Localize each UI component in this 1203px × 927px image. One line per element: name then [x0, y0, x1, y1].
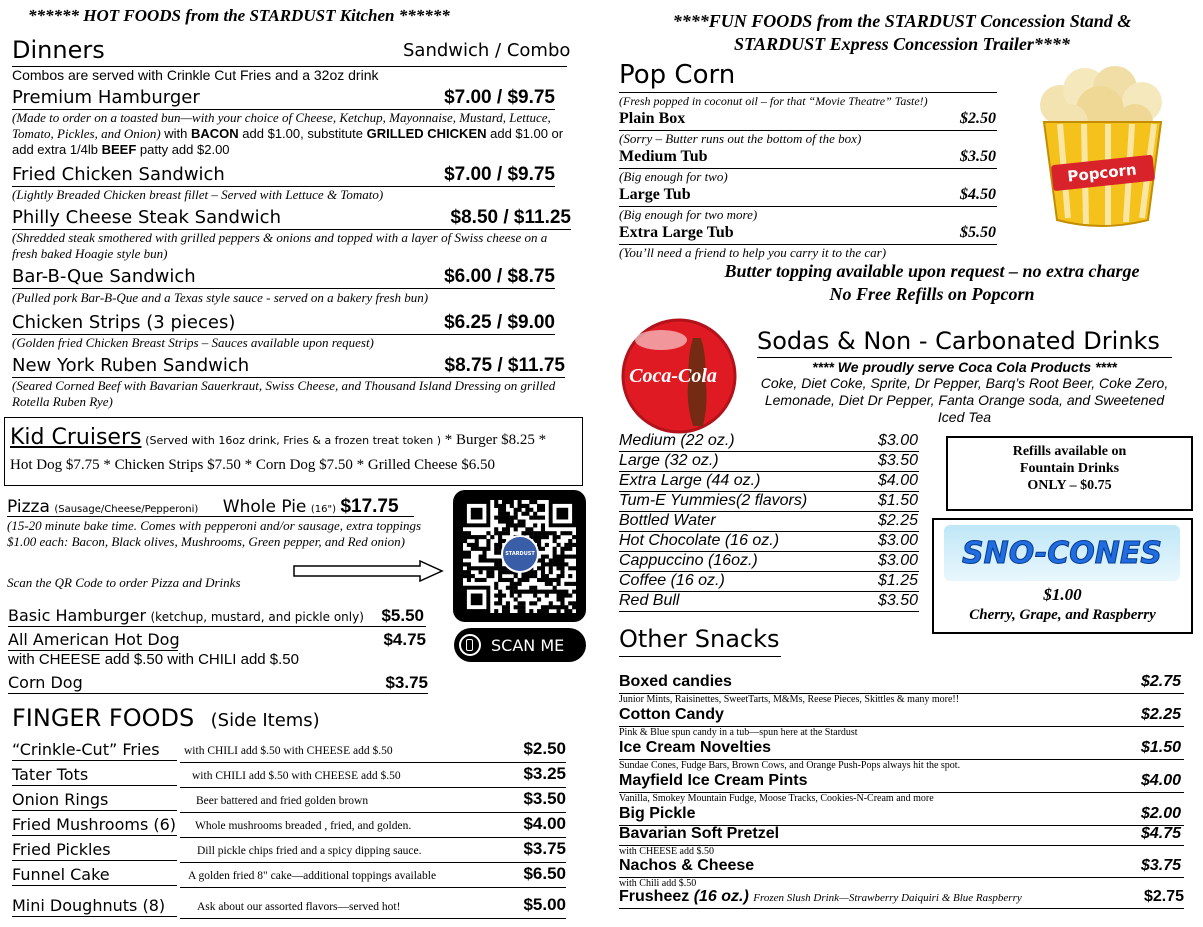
kid-cruisers-title: Kid Cruisers [10, 425, 142, 450]
item-description: (Big enough for two more) [619, 207, 758, 222]
item-price: $2.00 [1140, 805, 1181, 822]
item-name: Fried Mushrooms (6) [12, 815, 177, 834]
burger-desc-patty: patty add $2.00 [136, 142, 230, 157]
stardust-logo-label: STARDUST [505, 551, 535, 557]
item-description: (Big enough for two) [619, 169, 728, 184]
item-price: $3.50 [960, 148, 996, 165]
item-price: $5.50 [381, 606, 424, 625]
item-name: Onion Rings [12, 790, 109, 809]
divider [757, 357, 1172, 358]
menu-item-chicken-strips [12, 312, 555, 334]
item-size: (16 oz.) [693, 888, 749, 905]
popcorn-item [619, 110, 996, 128]
item-name: Premium Hamburger [12, 87, 200, 108]
item-price: $4.50 [960, 186, 996, 203]
drink-item [619, 472, 918, 490]
item-description: with Chili add $.50 [619, 878, 697, 889]
snack-item [619, 673, 1181, 691]
drink-item [619, 452, 918, 470]
phone-icon [459, 634, 481, 656]
refill-text [946, 443, 1193, 494]
popcorn-butter-note: Butter topping available upon request – no extra charge [724, 261, 1140, 281]
item-extra: (ketchup, mustard, and pickle only) [150, 610, 364, 624]
item-price: $4.00 [877, 472, 918, 489]
other-snacks-title: Other Snacks [619, 625, 780, 653]
item-price: $2.25 [1140, 706, 1181, 723]
refill-line1: Refills available on [1012, 444, 1127, 459]
item-price: $3.25 [523, 764, 566, 783]
item-name: Ice Cream Novelties [619, 739, 772, 756]
burger-desc-text: (Made to order on a toasted bun—with your choice of Cheese, Ketchup, Mayonnaise, Mustard, Lettuce, Tomato, Pickles, and Onion) [12, 110, 551, 141]
item-price: $5.50 [960, 224, 996, 241]
popcorn-refill-note: No Free Refills on Popcorn [829, 284, 1035, 304]
item-description: (Pulled pork Bar-B-Que and a Texas style sauce - served on a bakery fresh bun) [12, 290, 429, 305]
item-price: $3.50 [877, 452, 918, 469]
sno-cones-logo [944, 525, 1180, 581]
qr-code[interactable] [453, 490, 586, 622]
item-name: Red Bull [619, 592, 680, 609]
menu-item-bbq-sandwich [12, 266, 555, 288]
item-price: $6.50 [523, 864, 566, 883]
popcorn-tub-label: Popcorn [1066, 160, 1138, 186]
divider [180, 812, 566, 813]
kid-cruisers-line1 [10, 425, 546, 450]
item-name: Medium (22 oz.) [619, 432, 735, 449]
snack-item [619, 739, 1181, 757]
item-name: Tater Tots [12, 765, 89, 784]
divider [8, 693, 428, 694]
item-price: $2.75 [1140, 673, 1181, 690]
snack-item [619, 805, 1181, 823]
item-price: $7.00 / $9.75 [444, 164, 555, 185]
menu-item-hot-dog [8, 630, 426, 650]
item-description: Vanilla, Smokey Mountain Fudge, Moose Tracks, Cookies-N-Cream and more [619, 793, 934, 804]
snack-item [619, 825, 1181, 843]
divider [12, 916, 177, 917]
item-price: $3.50 [523, 789, 566, 808]
item-name: All American Hot Dog [8, 630, 180, 649]
item-price: $1.50 [1140, 739, 1181, 756]
snack-item [619, 857, 1181, 875]
hotdog-addon: with CHEESE add $.50 with CHILI add $.50 [8, 651, 299, 668]
divider [619, 908, 1184, 909]
pizza-size: (16") [310, 504, 336, 515]
item-price: $5.00 [523, 895, 566, 914]
item-name: Bottled Water [619, 512, 716, 529]
item-price: $4.00 [1140, 772, 1181, 789]
divider [7, 516, 414, 517]
snack-frusheez [619, 888, 1184, 906]
item-description: Frozen Slush Drink—Strawberry Daiquiri & Blue Raspberry [753, 892, 1022, 904]
item-price: $1.25 [877, 572, 918, 589]
fun-foods-header-line2: STARDUST Express Concession Trailer**** [734, 34, 1070, 54]
stardust-logo-icon [501, 535, 539, 573]
popcorn-note: (Fresh popped in coconut oil – for that “Movie Theatre” Taste!) [619, 94, 928, 108]
arrow-right-icon [292, 560, 444, 582]
item-description: (Seared Corned Beef with Bavarian Sauerkraut, Swiss Cheese, and Thousand Island Dressing on grilled Rotella Ruben Rye) [12, 378, 556, 409]
item-price: $8.50 / $11.25 [450, 207, 571, 228]
coke-line: **** We proudly serve Coca Cola Products **** [812, 359, 1117, 375]
item-name: Extra Large (44 oz.) [619, 472, 761, 489]
item-description: Dill pickle chips fried and a spicy dipping sauce. [197, 845, 422, 857]
item-price: $6.00 / $8.75 [444, 266, 555, 287]
item-name: Nachos & Cheese [619, 857, 755, 874]
item-price: $2.50 [523, 739, 566, 758]
item-price: $3.00 [877, 552, 918, 569]
burger-desc-substitute: add $1.00, substitute [238, 126, 367, 141]
item-name: Funnel Cake [12, 865, 110, 884]
divider [180, 837, 566, 838]
item-description: Beer battered and fried golden brown [196, 795, 369, 807]
item-price: $3.75 [1140, 857, 1181, 874]
item-name: Hot Chocolate (16 oz.) [619, 532, 780, 549]
item-name: Cappuccino (16oz.) [619, 552, 758, 569]
item-description: with CHILI add $.50 with CHEESE add $.50 [184, 745, 393, 757]
item-name: Bavarian Soft Pretzel [619, 825, 780, 842]
snack-item [619, 706, 1181, 724]
item-name: Plain Box [619, 110, 686, 127]
item-description: (You’ll need a friend to help you carry it to the car) [619, 245, 887, 260]
item-price: $3.75 [385, 673, 428, 692]
item-description: (Lightly Breaded Chicken breast fillet – Served with Lettuce & Tomato) [12, 187, 384, 202]
divider [12, 288, 555, 289]
kid-burger-price: * Burger $8.25 * [441, 432, 547, 448]
divider [619, 656, 781, 657]
drink-item [619, 552, 918, 570]
item-name-group [8, 606, 364, 626]
popcorn-tub-icon [1030, 60, 1175, 230]
divider [12, 885, 177, 886]
divider [180, 787, 566, 788]
drink-item [619, 492, 918, 510]
item-name: Mayfield Ice Cream Pints [619, 772, 808, 789]
item-name: Frusheez [619, 888, 690, 905]
item-price: $3.00 [877, 532, 918, 549]
item-name: Large (32 oz.) [619, 452, 719, 469]
drink-item [619, 512, 918, 530]
item-description: Pink & Blue spun candy in a tub—spun here at the Stardust [619, 727, 858, 738]
menu-item-corn-dog [8, 673, 428, 693]
burger-desc-bacon: BACON [191, 126, 239, 141]
item-name: Chicken Strips (3 pieces) [12, 312, 236, 333]
menu-item-fried-chicken [12, 164, 555, 186]
combo-note: Combos are served with Crinkle Cut Fries and a 32oz drink [12, 67, 379, 83]
item-price: $4.00 [523, 814, 566, 833]
pizza-header [7, 496, 399, 518]
popcorn-item [619, 186, 996, 204]
pizza-types: (Sausage/Cheese/Pepperoni) [54, 504, 199, 515]
item-name: “Crinkle-Cut” Fries [12, 740, 160, 759]
refill-line3: ONLY – $0.75 [1027, 478, 1112, 493]
item-price: $6.25 / $9.00 [444, 312, 555, 333]
item-price: $3.75 [523, 839, 566, 858]
item-description: (Golden fried Chicken Breast Strips – Sauces available upon request) [12, 335, 374, 350]
divider [180, 887, 566, 888]
sodas-title: Sodas & Non - Carbonated Drinks [757, 327, 1160, 355]
item-price: $3.50 [877, 592, 918, 609]
scan-me-label: SCAN ME [491, 635, 565, 655]
item-price: $1.50 [877, 492, 918, 509]
item-description: A golden fried 8" cake—additional toppings available [188, 870, 437, 882]
item-price: $2.75 [1143, 888, 1184, 905]
dinners-subtitle: Sandwich / Combo [403, 40, 571, 61]
item-name: Medium Tub [619, 148, 708, 165]
fun-foods-header [612, 10, 1192, 56]
pizza-scan-note: Scan the QR Code to order Pizza and Drinks [7, 575, 241, 590]
item-name: Bar-B-Que Sandwich [12, 266, 196, 287]
menu-item-premium-hamburger [12, 87, 555, 109]
burger-desc-chicken: GRILLED CHICKEN [366, 126, 487, 141]
item-description: (Shredded steak smothered with grilled peppers & onions and topped with a layer of Swiss cheese on a fresh baked Hoagie style bun) [12, 230, 548, 261]
popcorn-title: Pop Corn [619, 60, 736, 90]
divider [619, 611, 919, 612]
item-name: Philly Cheese Steak Sandwich [12, 207, 281, 228]
item-name: Large Tub [619, 186, 691, 203]
coca-cola-logo-text: Coca-Cola [629, 365, 717, 387]
item-description: Whole mushrooms breaded , fried, and golden. [195, 820, 412, 832]
pizza-price: $17.75 [340, 496, 399, 517]
item-description: with CHEESE add $.50 [619, 846, 714, 857]
burger-desc-beef: BEEF [101, 142, 137, 157]
dinners-title: Dinners [12, 36, 105, 64]
finger-foods-title: FINGER FOODS [12, 704, 195, 732]
divider [180, 862, 566, 863]
divider [8, 626, 426, 627]
item-name: Corn Dog [8, 673, 83, 692]
item-name: Mini Doughnuts (8) [12, 896, 166, 915]
item-description: Ask about our assorted flavors—served hot! [197, 901, 401, 913]
kid-cruisers-note: (Served with 16oz drink, Fries & a frozen treat token ) [145, 434, 442, 447]
burger-desc-extra: add $1.00 or add extra 1/4lb [12, 126, 564, 157]
divider [12, 760, 177, 761]
fun-foods-header-line1: ****FUN FOODS from the STARDUST Concession Stand & [672, 11, 1132, 31]
item-name: New York Ruben Sandwich [12, 355, 250, 376]
item-name: Fried Pickles [12, 840, 111, 859]
refill-line2: Fountain Drinks [1019, 461, 1120, 476]
item-name: Boxed candies [619, 673, 732, 690]
coca-cola-logo [621, 318, 739, 434]
item-name: Coffee (16 oz.) [619, 572, 725, 589]
item-price: $7.00 / $9.75 [444, 87, 555, 108]
item-name: Extra Large Tub [619, 224, 734, 241]
divider [12, 810, 177, 811]
scan-me-button[interactable] [454, 628, 586, 662]
item-name: Fried Chicken Sandwich [12, 164, 225, 185]
divider [12, 785, 177, 786]
item-name: Cotton Candy [619, 706, 724, 723]
drink-item [619, 572, 918, 590]
divider [619, 877, 1184, 878]
item-name: Big Pickle [619, 805, 696, 822]
divider [12, 835, 177, 836]
item-name: Basic Hamburger [8, 606, 147, 625]
sno-cones-title: SNO-CONES [962, 535, 1162, 571]
drink-item [619, 432, 918, 450]
divider [180, 762, 566, 763]
popcorn-item [619, 148, 996, 166]
menu-item-basic-hamburger [8, 606, 424, 626]
item-price: $4.75 [383, 630, 426, 649]
item-price: $2.25 [877, 512, 918, 529]
pizza-description: (15-20 minute bake time. Comes with pepperoni and/or sausage, extra toppings $1.00 each: Bacon, Black olives, Mushrooms, Green pepper, and Red onion) [7, 518, 422, 549]
hot-foods-header: ****** HOT FOODS from the STARDUST Kitchen ****** [28, 6, 450, 25]
drink-item [619, 592, 918, 610]
burger-description [12, 110, 567, 158]
item-price: $4.75 [1140, 825, 1181, 842]
finger-foods-header [12, 704, 320, 732]
menu-item-ruben-sandwich [12, 355, 565, 377]
item-description: with CHILI add $.50 with CHEESE add $.50 [192, 770, 401, 782]
divider [12, 860, 177, 861]
item-price: $2.50 [960, 110, 996, 127]
pizza-title: Pizza [7, 497, 50, 517]
sno-cones-flavors: Cherry, Grape, and Raspberry [969, 607, 1156, 623]
frusheez-name-group [619, 888, 1022, 906]
item-name: Tum-E Yummies(2 flavors) [619, 492, 808, 509]
burger-desc-with: with [160, 126, 191, 141]
drink-item [619, 532, 918, 550]
sno-cones-price: $1.00 [1043, 585, 1082, 604]
item-price: $3.00 [877, 432, 918, 449]
menu-item-philly-cheese-steak [12, 207, 571, 229]
item-price: $8.75 / $11.75 [444, 355, 565, 376]
item-description: Sundae Cones, Fudge Bars, Brown Cows, and Orange Push-Pops always hit the spot. [619, 760, 961, 771]
item-description: Junior Mints, Raisinettes, SweetTarts, M&Ms, Reese Pieces, Skittles & many more!! [619, 694, 960, 705]
popcorn-item [619, 224, 996, 242]
divider [180, 918, 566, 919]
finger-foods-subtitle: (Side Items) [210, 710, 320, 731]
soda-list: Coke, Diet Coke, Sprite, Dr Pepper, Barq’s Root Beer, Coke Zero, Lemonade, Diet Dr Pepper, Fanta Orange soda, and Sweetened Iced Tea [760, 375, 1169, 425]
pizza-whole: Whole Pie [222, 497, 307, 517]
item-description: (Sorry – Butter runs out the bottom of the box) [619, 131, 862, 146]
kid-cruisers-line2: Hot Dog $7.75 * Chicken Strips $7.50 * Corn Dog $7.50 * Grilled Cheese $6.50 [10, 457, 495, 473]
snack-item [619, 772, 1181, 790]
